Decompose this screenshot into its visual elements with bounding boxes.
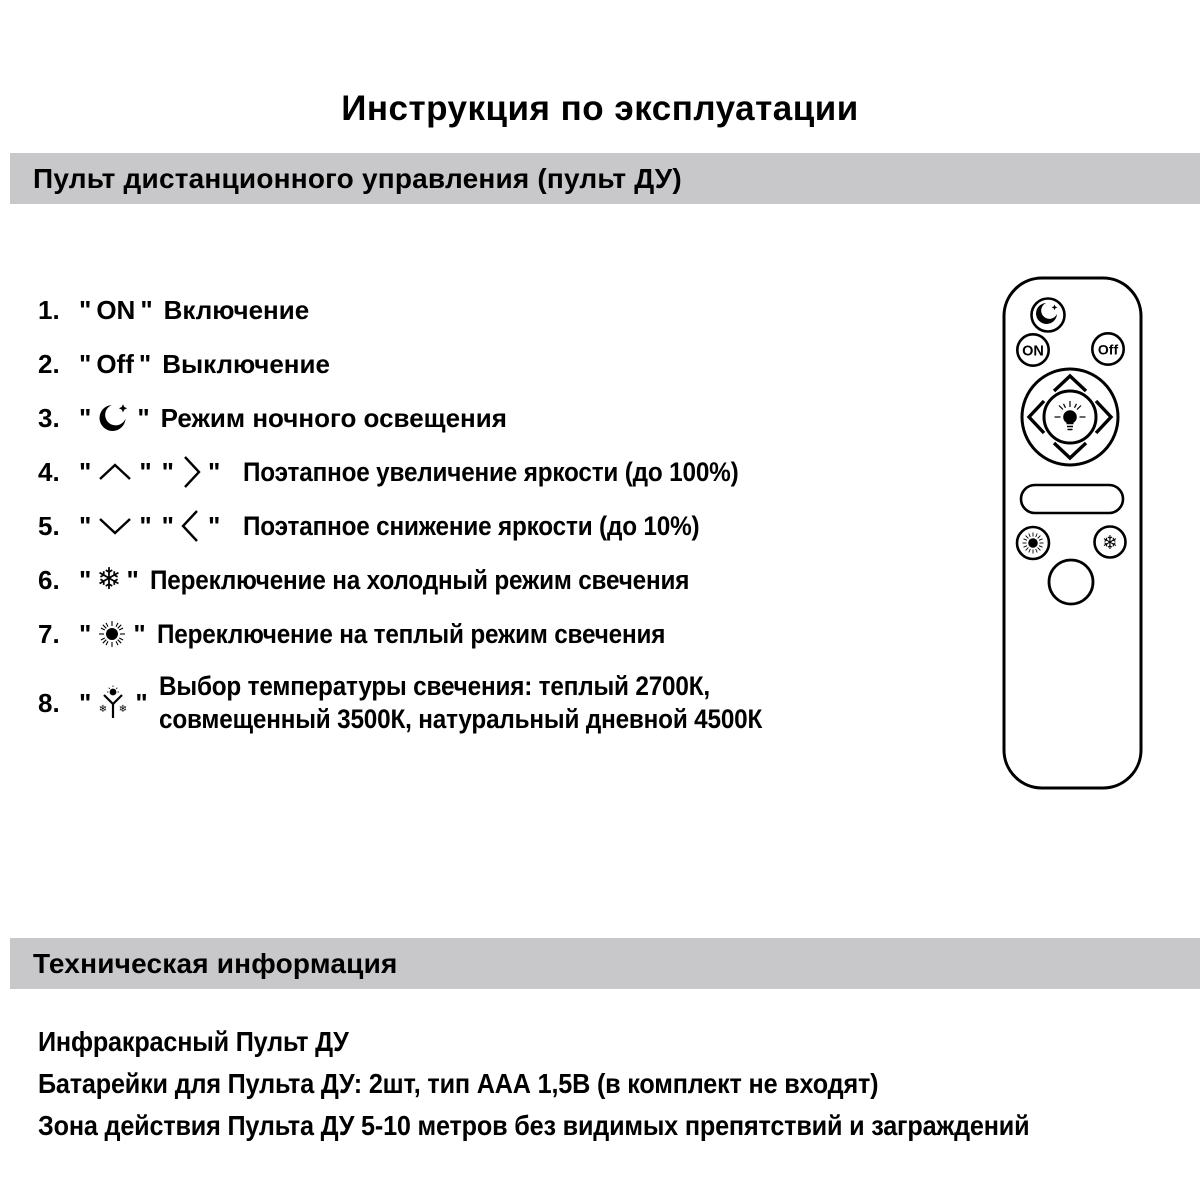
item-number: 5. [38, 510, 60, 541]
quote-mark: " [79, 402, 92, 433]
item-text: Переключение на теплый режим свечения [156, 618, 665, 649]
quote-mark: " [79, 510, 92, 541]
quote-mark: " [79, 687, 92, 718]
quote-mark: " [207, 456, 221, 487]
chevron-right-icon [179, 452, 203, 492]
list-item-brightness-down [38, 499, 938, 553]
quote-mark: " [133, 618, 146, 649]
item-number: 8. [38, 687, 60, 718]
item-text: Включение [163, 294, 310, 325]
quote-mark: " [79, 348, 92, 379]
tech-line-batteries: Батарейки для Пульта ДУ: 2шт, тип ААА 1,5В (в комплект не входят) [38, 1068, 879, 1099]
item-text: Режим ночного освещения [160, 402, 507, 433]
color-temperature-icon [96, 685, 130, 721]
tech-line-remote-type: Инфракрасный Пульт ДУ [38, 1026, 349, 1057]
item-text: Поэтапное снижение яркости (до 10%) [243, 510, 700, 541]
quote-mark: " [79, 564, 92, 595]
remote-instructions-list [38, 283, 938, 745]
off-label: Off [96, 348, 134, 379]
list-item-night-mode [38, 391, 938, 445]
list-item-brightness-up [38, 445, 938, 499]
item-text: Выключение [162, 348, 330, 379]
chevron-down-icon [96, 513, 134, 539]
item-text: Переключение на холодный режим свечения [149, 564, 690, 595]
moon-icon [96, 401, 132, 435]
quote-mark: " [135, 687, 148, 718]
list-item-color-temperature [38, 661, 938, 745]
section-remote-banner [10, 153, 1200, 204]
item-number: 3. [38, 402, 60, 433]
svg-text:❄: ❄ [1102, 532, 1118, 554]
quote-mark: " [79, 294, 92, 325]
svg-text:ON: ON [1022, 343, 1044, 360]
remote-control-diagram [1002, 276, 1143, 790]
item-number: 1. [38, 294, 60, 325]
quote-mark: " [207, 510, 221, 541]
item-text: Выбор температуры свечения: теплый 2700К, [158, 671, 710, 701]
quote-mark: " [161, 510, 174, 541]
svg-text:❄: ❄ [119, 704, 128, 715]
item-number: 2. [38, 348, 60, 379]
quote-mark: " [79, 618, 92, 649]
list-item-on [38, 283, 938, 337]
quote-mark: " [138, 348, 152, 379]
item-number: 4. [38, 456, 60, 487]
sun-icon [96, 618, 128, 650]
quote-mark: " [161, 456, 174, 487]
quote-mark: " [137, 402, 150, 433]
list-item-warm-mode [38, 607, 938, 661]
svg-text:❄: ❄ [99, 704, 108, 715]
item-text-line2: совмещенный 3500К, натуральный дневной 4500К [158, 704, 762, 734]
quote-mark: " [139, 456, 152, 487]
chevron-left-icon [179, 506, 203, 546]
section-tech-heading: Техническая информация [33, 947, 398, 979]
section-remote-heading: Пульт дистанционного управления (пульт ДУ) [33, 162, 682, 194]
svg-text:Off: Off [1097, 341, 1119, 358]
quote-mark: " [126, 564, 139, 595]
tech-info-block [38, 1021, 1188, 1147]
page-title: Инструкция по эксплуатации [341, 89, 859, 129]
quote-mark: " [140, 294, 153, 325]
tech-line-range: Зона действия Пульта ДУ 5-10 метров без видимых препятствий и заграждений [38, 1110, 1030, 1141]
item-text: Поэтапное увеличение яркости (до 100%) [243, 456, 739, 487]
list-item-off [38, 337, 938, 391]
section-tech-banner [10, 938, 1200, 989]
item-number: 7. [38, 618, 60, 649]
quote-mark: " [139, 510, 152, 541]
item-number: 6. [38, 564, 60, 595]
on-label: ON [96, 294, 136, 325]
list-item-cold-mode [38, 553, 938, 607]
quote-mark: " [79, 456, 92, 487]
chevron-up-icon [96, 459, 134, 485]
snowflake-icon: ❄ [96, 562, 122, 597]
